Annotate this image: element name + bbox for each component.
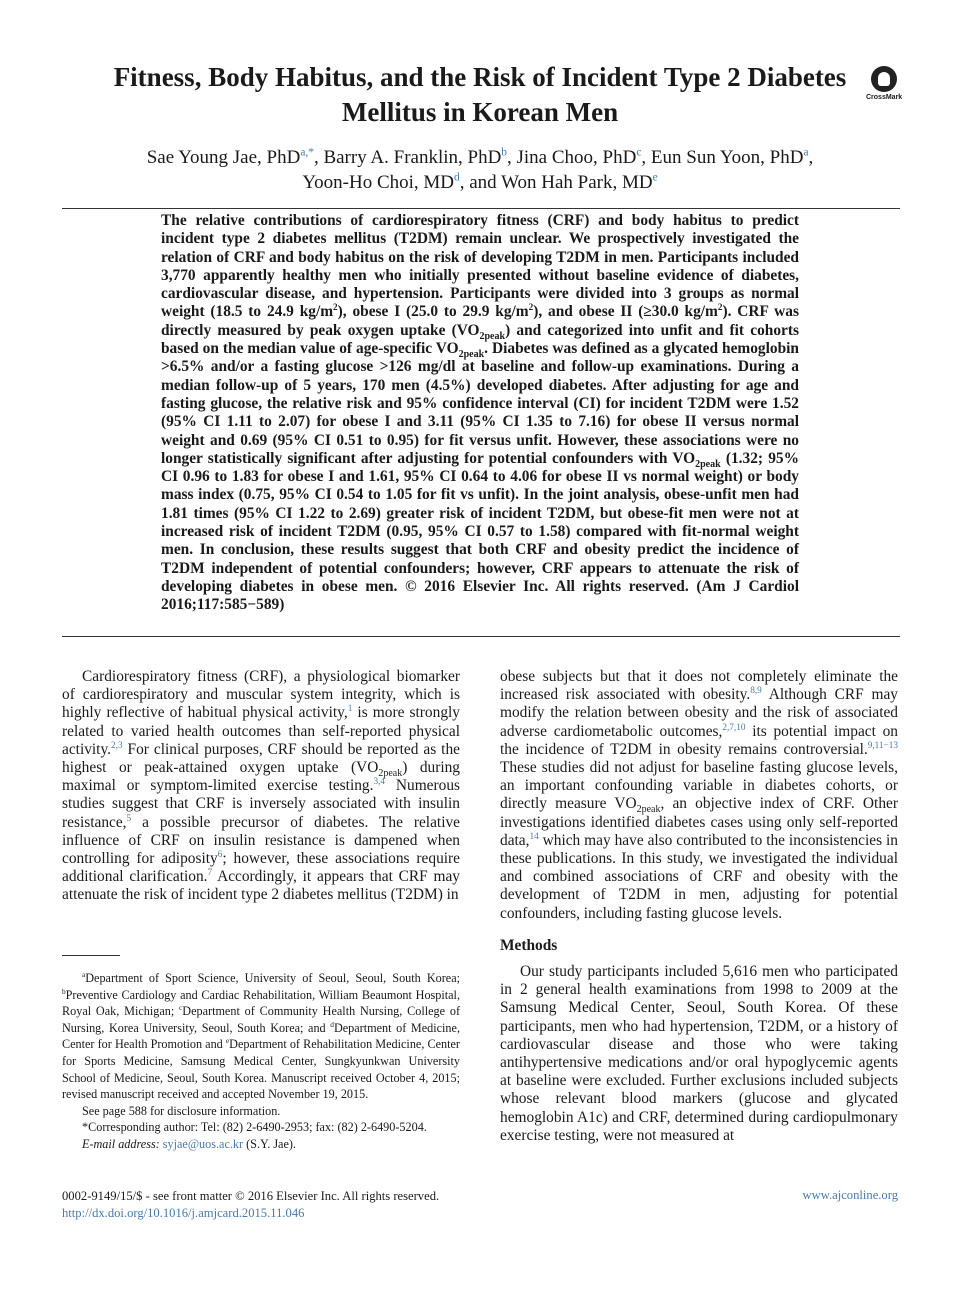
email-line: E-mail address: syjae@uos.ac.kr (S.Y. Jae). [82,1136,296,1151]
author-name: Jina Choo, PhD [516,147,637,168]
author-name: Sae Young Jae, PhD [146,147,301,168]
abstract-bottom-rule [62,636,900,637]
footnotes [62,970,460,1153]
author-name: Eun Sun Yoon, PhD [650,147,804,168]
author-affiliation-sup[interactable]: d [454,171,460,184]
citation-link[interactable]: 2,7,10 [722,721,746,732]
issn-line: 0002-9149/15/$ - see front matter © 2016 Elsevier Inc. All rights reserved. [62,1189,440,1203]
intro-paragraph-continued: obese subjects but that it does not completely eliminate the increased risk associated with obesity.$^{8,9}$ Although CRF may modify the relation between obesity and the risk of associated adverse cardiometabolic outcomes,$^{2,7,10}$ its potential impact on the incidence of T2DM in obesity remains controversial.$^{9,11-13}$ These studies did not adjust for baseline fasting glucose levels, an important confounding variable in diabetes cohorts, or directly measure $VO_{2peak}$, an objective index of CRF. Other investigations identified diabetes cases using only self-reported data,$^{14}$ which may have also contributed to the inconsistencies in these publications. In this study, we investigated the individual and combined associations of CRF and obesity with the development of T2DM in men, adjusting for potential confounders, including fasting glucose levels. [500,668,898,922]
author-name: Barry A. Franklin, PhD [323,147,502,168]
author-affiliation-sup[interactable]: e [652,171,658,184]
citation-link[interactable]: 14 [529,830,539,841]
crossmark-badge[interactable] [866,66,902,101]
methods-paragraph: Our study participants included 5,616 men who participated in 2 general health examinations from 1998 to 2009 at the Samsung Medical Center, Seoul, South Korea. Of these participants, men who had hypertension, T2DM, or a history of cardiovascular disease and those who were taking antihypertensive medications and/or oral hypoglycemic agents at baseline were excluded. Further exclusions included subjects whose relevant blood markers (glucose and glycated hemoglobin A1c) and CRF, determined during cardiopulmonary exercise testing, were not measured at [500,963,898,1144]
abstract: The relative contributions of cardiorespiratory fitness (CRF) and body habitus to predict incident type 2 diabetes mellitus (T2DM) remain unclear. We prospectively investigated the relation of CRF and body habitus on the risk of developing T2DM in men. Participants included 3,770 apparently healthy men who initially presented without baseline evidence of diabetes, cardiovascular disease, and hypertension. Participants were divided into 3 groups as normal weight (18.5 to 24.9 $kg/m^2$), obese I (25.0 to 29.9 $kg/m^2$), and obese II (≥30.0 $kg/m^2$). CRF was directly measured by peak oxygen uptake $(VO_{2peak})$ and categorized into unfit and fit cohorts based on the median value of age-specific $VO_{2peak}$. Diabetes was defined as a glycated hemoglobin >6.5% and/or a fasting glucose >126 mg/dl at baseline and follow-up examinations. During a median follow-up of 5 years, 170 men (4.5%) developed diabetes. After adjusting for age and fasting glucose, the relative risk and 95% confidence interval (CI) for incident T2DM were 1.52 (95% CI 1.11 to 2.07) for obese I and 3.11 (95% CI 1.35 to 7.16) for obese II versus normal weight and 0.69 (95% CI 0.51 to 0.95) for fit versus unfit. However, these associations were no longer statistically significant after adjusting for potential confounders with $VO_{2peak}$ (1.32; 95% CI 0.96 to 1.83 for obese I and 1.61, 95% CI 0.64 to 4.06 for obese II vs normal weight) or body mass index (0.75, 95% CI 0.54 to 1.05 for fit vs unfit). In the joint analysis, obese-unfit men had 1.81 times (95% CI 1.22 to 2.69) greater risk of incident T2DM, but obese-fit men were not at increased risk of incident T2DM (0.95, 95% CI 0.57 to 1.58) compared with fit-normal weight men. In conclusion, these results suggest that both CRF and obesity predict the incidence of T2DM independent of potential confounders; however, CRF appears to attenuate the risk of developing diabetes in obese men. © 2016 Elsevier Inc. All rights reserved. (Am J Cardiol 2016;117:585−589) [161,212,799,614]
abstract-top-rule [62,208,900,209]
crossmark-icon [871,66,897,92]
author-list: Sae Young Jae, PhD$^{a,*}$, Barry A. Franklin, PhD$^b$, Jina Choo, PhD$^c$, Eun Sun Yoon, PhD$^a$, Yoon-Ho Choi, MD$^d$, and Won Hah Park, MDe [146,146,814,193]
journal-website-link[interactable]: www.ajconline.org [802,1188,898,1202]
citation-link[interactable]: 8,9 [750,685,762,696]
affiliations: $^a$Department of Sport Science, University of Seoul, Seoul, South Korea; $^b$Preventive Cardiology and Cardiac Rehabilitation, William Beaumont Hospital, Royal Oak, Michigan; $^c$Department of Community Health Nursing, College of Nursing, Korea University, Seoul, South Korea; and $^d$Department of Medicine, Center for Health Promotion and $^e$Department of Rehabilitation Medicine, Center for Sports Medicine, Samsung Medical Center, Sungkyunkwan University School of Medicine, Seoul, South Korea. Manuscript received October 4, 2015; revised manuscript received and accepted November 19, 2015. [62,969,461,1102]
author-name: Yoon-Ho Choi, MD [302,172,455,193]
author-affiliation-sup[interactable]: c [636,146,642,159]
article-title: Fitness, Body Habitus, and the Risk of Incident Type 2 Diabetes Mellitus in Korean Men [113,62,847,127]
author-affiliation-sup[interactable]: a [803,146,809,159]
citation-link[interactable]: 9,11−13 [867,739,898,750]
doi-link[interactable]: http://dx.doi.org/10.1016/j.amjcard.2015.11.046 [62,1206,305,1220]
author-name: Won Hah Park, MD [501,172,653,193]
crossmark-label: CrossMark [866,94,903,101]
citation-link[interactable]: 6 [217,848,223,859]
corresponding-author: *Corresponding author: Tel: (82) 2-6490-2953; fax: (82) 2-6490-5204. [82,1120,427,1135]
footnote-rule [62,955,120,956]
methods-heading: Methods [500,936,558,954]
author-affiliation-sup[interactable]: b [501,146,507,159]
citation-link[interactable]: 5 [126,812,132,823]
body-right-column [500,668,898,1145]
disclosure-note: See page 588 for disclosure information. [82,1103,281,1118]
citation-link[interactable]: 3,4 [373,776,386,787]
body-left-column [62,668,460,905]
author-affiliation-sup[interactable]: a,* [300,146,314,159]
email-link[interactable]: syjae@uos.ac.kr [162,1136,244,1151]
page-footer-left [62,1188,439,1222]
citation-link[interactable]: 2,3 [111,739,123,750]
intro-paragraph: Cardiorespiratory fitness (CRF), a physiological biomarker of cardiorespiratory and muscular system integrity, which is highly reflective of habitual physical activity,$^1$ is more strongly related to varied health outcomes than self-reported physical activity.$^{2,3}$ For clinical purposes, CRF should be reported as the highest or peak-attained oxygen uptake $(VO_{2peak})$ during maximal or symptom-limited exercise testing.$^{3,4}$ Numerous studies suggest that CRF is inversely associated with insulin resistance,$^5$ a possible precursor of diabetes. The relative influence of CRF on insulin resistance is dampened when controlling for adiposity$^6$; however, these associations require additional clarification.$^7$ Accordingly, it appears that CRF may attenuate the risk of incident type 2 diabetes mellitus (T2DM) in [62,668,461,904]
citation-link[interactable]: 1 [347,703,353,714]
citation-link[interactable]: 7 [207,867,213,878]
